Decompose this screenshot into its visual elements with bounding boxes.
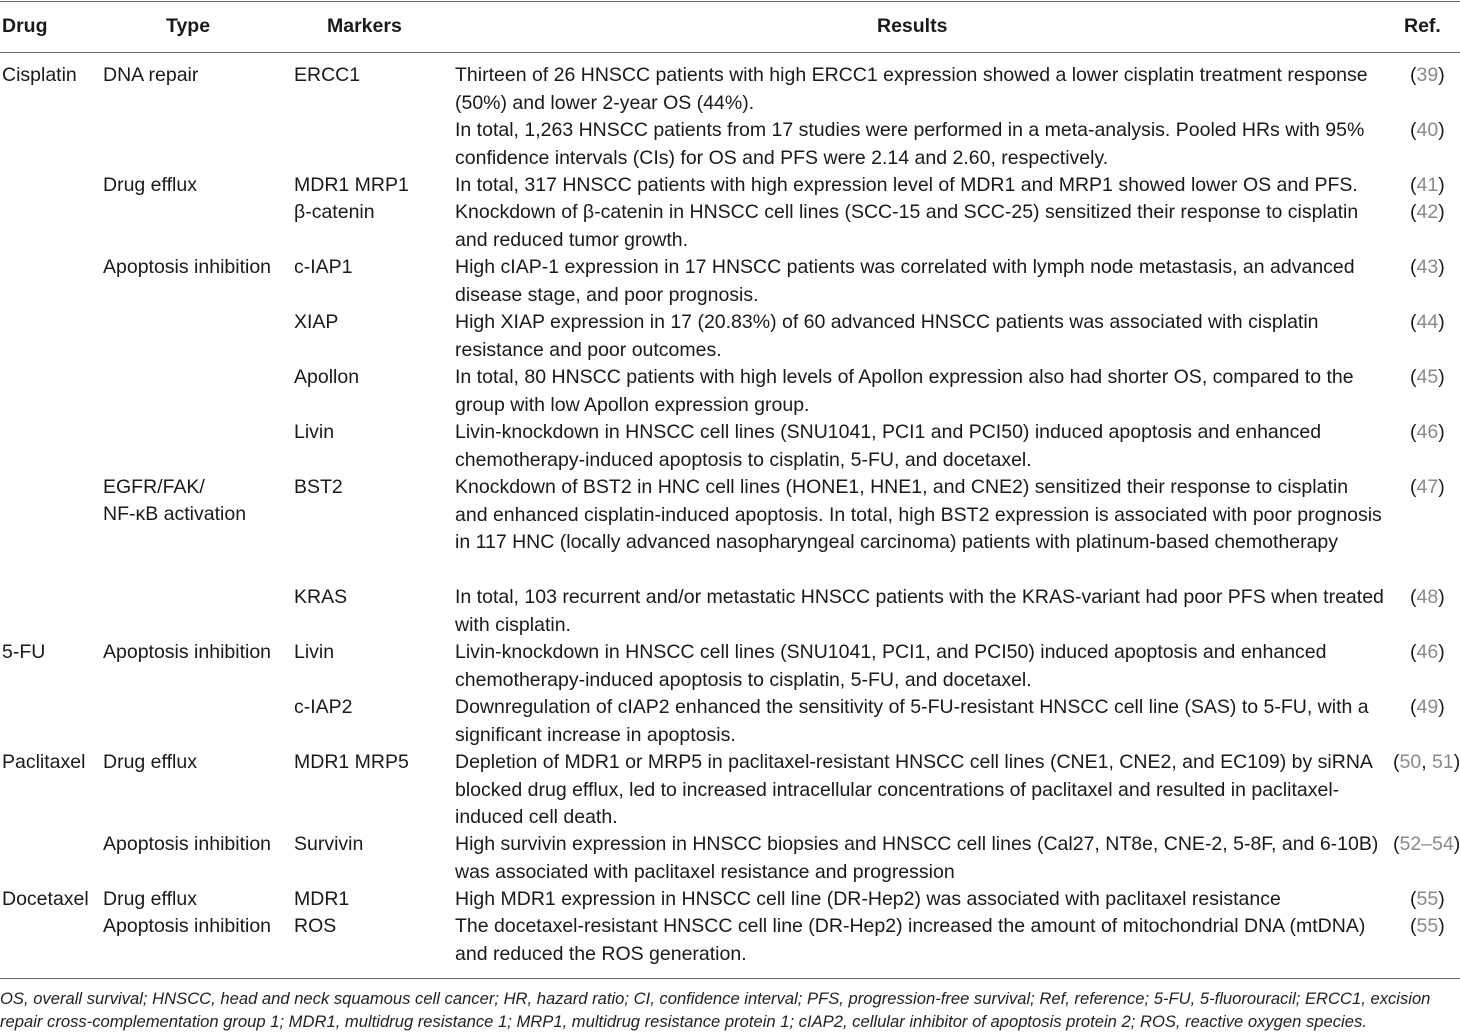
header-markers: Markers xyxy=(327,15,402,37)
table-footnote: OS, overall survival; HNSCC, head and neck squamous cell cancer; HR, hazard ratio; CI, confidence interval; PFS, progression-free survival; Ref, reference; 5-FU, 5-fluorouracil; ERCC1, excision repair cross-complementation group 1; MDR1, multidrug resistance 1; MRP1, multidrug resistance protein 1; cIAP2, cellular inhibitor of apoptosis protein 2; ROS, reactive oxygen species. xyxy=(0,989,1431,1031)
ref-cell: (41) xyxy=(1410,174,1445,196)
header-drug: Drug xyxy=(2,15,48,37)
ref-cell: (47) xyxy=(1410,476,1445,498)
ref-cell: (42) xyxy=(1410,201,1445,223)
bottom-rule xyxy=(0,978,1460,979)
ref-cell: (45) xyxy=(1410,366,1445,388)
marker-cell: MDR1 MRP5 xyxy=(294,751,409,773)
result-cell: Livin-knockdown in HNSCC cell lines (SNU1041, PCI1, and PCI50) induced apoptosis and enhanced chemotherapy-induced apoptosis to cisplatin, 5-FU, and docetaxel. xyxy=(455,641,1327,691)
type-cell-line2: NF-κB activation xyxy=(103,503,247,525)
ref-cell: (46) xyxy=(1410,421,1445,443)
ref-cell: (43) xyxy=(1410,256,1445,278)
type-cell: DNA repair xyxy=(103,64,199,86)
result-cell: In total, 317 HNSCC patients with high expression level of MDR1 and MRP1 showed lower OS and PFS. xyxy=(455,174,1358,196)
marker-cell: Livin xyxy=(294,421,335,443)
ref-cell: (55) xyxy=(1410,888,1445,910)
result-cell: The docetaxel-resistant HNSCC cell line (DR-Hep2) increased the amount of mitochondrial DNA (mtDNA) and reduced the ROS generation. xyxy=(455,915,1366,965)
result-cell: In total, 103 recurrent and/or metastatic HNSCC patients with the KRAS-variant had poor PFS when treated with cisplatin. xyxy=(455,586,1384,636)
marker-cell: c-IAP2 xyxy=(294,696,353,718)
ref-cell: (46) xyxy=(1410,641,1445,663)
result-cell: Downregulation of cIAP2 enhanced the sensitivity of 5-FU-resistant HNSCC cell line (SAS) to 5-FU, with a significant increase in apoptosis. xyxy=(455,696,1369,746)
marker-cell: MDR1 MRP1 xyxy=(294,174,409,196)
marker-cell: ERCC1 xyxy=(294,64,361,86)
type-cell: EGFR/FAK/ xyxy=(103,476,205,498)
ref-cell: (39) xyxy=(1410,64,1445,86)
drug-cell: 5-FU xyxy=(2,641,46,663)
result-cell: High cIAP-1 expression in 17 HNSCC patients was correlated with lymph node metastasis, an advanced disease stage, and poor prognosis. xyxy=(455,256,1355,306)
result-cell: High survivin expression in HNSCC biopsies and HNSCC cell lines (Cal27, NT8e, CNE-2, 5-8F, and 6-10B) was associated with paclitaxel resistance and progression xyxy=(455,833,1379,883)
type-cell: Apoptosis inhibition xyxy=(103,915,272,937)
header-ref: Ref. xyxy=(1404,15,1441,37)
ref-cell: (44) xyxy=(1410,311,1445,333)
marker-cell: BST2 xyxy=(294,476,343,498)
marker-cell: KRAS xyxy=(294,586,348,608)
top-rule xyxy=(0,1,1460,2)
type-cell: Apoptosis inhibition xyxy=(103,641,272,663)
ref-cell: (48) xyxy=(1410,586,1445,608)
type-cell: Apoptosis inhibition xyxy=(103,256,272,278)
header-rule xyxy=(0,52,1460,53)
ref-cell: (50, 51) xyxy=(1393,751,1460,773)
drug-cell: Cisplatin xyxy=(2,64,77,86)
type-cell: Drug efflux xyxy=(103,751,197,773)
marker-cell: ROS xyxy=(294,915,337,937)
marker-cell: Livin xyxy=(294,641,335,663)
ref-cell: (52–54) xyxy=(1393,833,1460,855)
marker-cell: c-IAP1 xyxy=(294,256,353,278)
result-cell: Livin-knockdown in HNSCC cell lines (SNU1041, PCI1 and PCI50) induced apoptosis and enhanced chemotherapy-induced apoptosis to cisplatin, 5-FU, and docetaxel. xyxy=(455,421,1322,471)
ref-cell: (49) xyxy=(1410,696,1445,718)
drug-cell: Paclitaxel xyxy=(2,751,86,773)
marker-cell: β-catenin xyxy=(294,201,375,223)
marker-cell: Apollon xyxy=(294,366,360,388)
result-cell: In total, 1,263 HNSCC patients from 17 studies were performed in a meta-analysis. Pooled HRs with 95% confidence intervals (CIs) for OS and PFS were 2.14 and 2.60, respectively. xyxy=(455,119,1365,169)
header-type: Type xyxy=(166,15,211,37)
marker-cell: XIAP xyxy=(294,311,339,333)
result-cell: In total, 80 HNSCC patients with high levels of Apollon expression also had shorter OS, compared to the group with low Apollon expression group. xyxy=(455,366,1354,416)
result-cell: Thirteen of 26 HNSCC patients with high ERCC1 expression showed a lower cisplatin treatment response (50%) and lower 2-year OS (44%). xyxy=(455,64,1368,114)
type-cell: Drug efflux xyxy=(103,174,197,196)
marker-cell: Survivin xyxy=(294,833,364,855)
type-cell: Apoptosis inhibition xyxy=(103,833,272,855)
result-cell: High XIAP expression in 17 (20.83%) of 60 advanced HNSCC patients was associated with cisplatin resistance and poor outcomes. xyxy=(455,311,1319,361)
marker-cell: MDR1 xyxy=(294,888,350,910)
result-cell: Depletion of MDR1 or MRP5 in paclitaxel-resistant HNSCC cell lines (CNE1, CNE2, and EC109) by siRNA blocked drug efflux, led to increased intracellular concentrations of paclitaxel and resulted in paclitaxel-induced cell death. xyxy=(455,751,1372,828)
result-cell: High MDR1 expression in HNSCC cell line (DR-Hep2) was associated with paclitaxel resistance xyxy=(455,888,1281,910)
ref-cell: (40) xyxy=(1410,119,1445,141)
type-cell: Drug efflux xyxy=(103,888,197,910)
drug-cell: Docetaxel xyxy=(2,888,89,910)
result-cell: Knockdown of β-catenin in HNSCC cell lines (SCC-15 and SCC-25) sensitized their response to cisplatin and reduced tumor growth. xyxy=(455,201,1359,251)
header-results: Results xyxy=(877,15,948,37)
result-cell: Knockdown of BST2 in HNC cell lines (HONE1, HNE1, and CNE2) sensitized their response to cisplatin and enhanced cisplatin-induced apoptosis. In total, high BST2 expression is associated with poor prognosis in 117 HNC (locally advanced nasopharyngeal carcinoma) patients with platinum-based chemotherapy xyxy=(455,476,1382,553)
ref-cell: (55) xyxy=(1410,915,1445,937)
